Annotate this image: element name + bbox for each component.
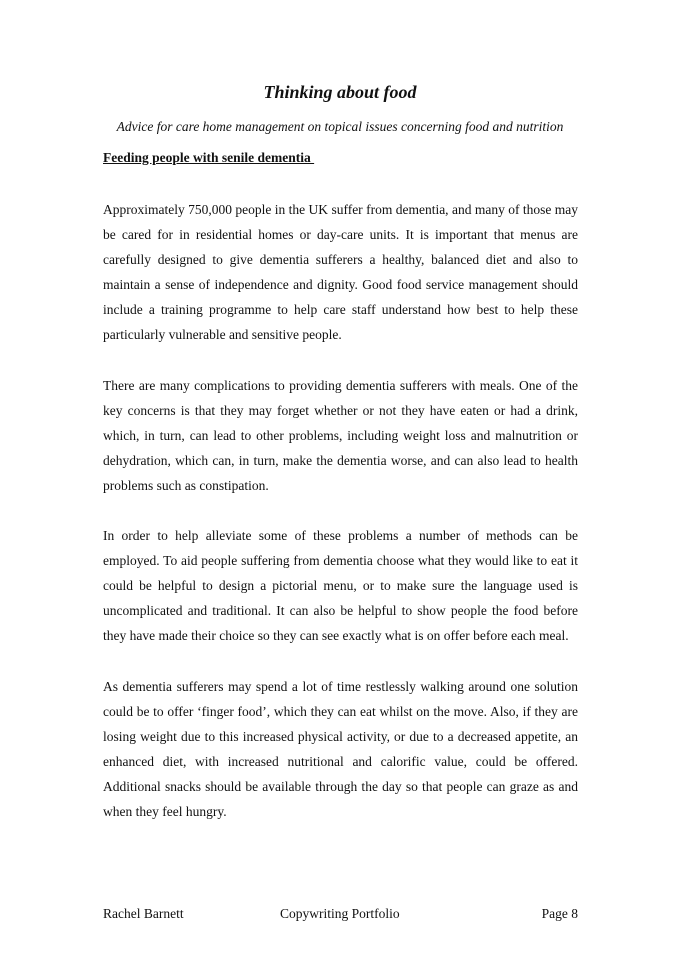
section-heading: Feeding people with senile dementia xyxy=(103,150,315,165)
page-title: Thinking about food xyxy=(263,82,417,102)
paragraph-4: As dementia sufferers may spend a lot of time restlessly walking around one solution could be to offer ‘finger food’, which they can eat whilst on the move. Also, if they are losing weight due to this increased physical activity, or due to a decreased appetite, an enhanced diet, with increased nutritional and calorific value, could be offered. Additional snacks should be available through the day so that people can graze as and when they feel hungry. xyxy=(103,678,578,819)
paragraph-3: In order to help alleviate some of these problems a number of methods can be employed. To aid people suffering from dementia choose what they would like to eat it could be helpful to design a pictorial menu, or to make sure the language used is uncomplicated and traditional. It can also be helpful to show people the food before they have made their choice so they can see exactly what is on offer before each meal. xyxy=(103,528,578,644)
page-subtitle: Advice for care home management on topical issues concerning food and nutrition xyxy=(116,119,564,134)
paragraph-1: Approximately 750,000 people in the UK suffer from dementia, and many of those may be cared for in residential homes or day-care units. It is important that menus are carefully designed to give dementia sufferers a healthy, balanced diet and also to maintain a sense of independence and dignity. Good food service management should include a training programme to help care staff understand how best to help these particularly vulnerable and sensitive people. xyxy=(103,202,578,343)
footer-page-number: Page 8 xyxy=(541,906,578,921)
page-footer xyxy=(103,905,578,923)
footer-author: Rachel Barnett xyxy=(103,906,184,921)
paragraph-2: There are many complications to providing dementia sufferers with meals. One of the key concerns is that they may forget whether or not they have eaten or had a drink, which, in turn, can lead to other problems, including weight loss and malnutrition or dehydration, which can, in turn, make the dementia worse, and can also lead to health problems such as constipation. xyxy=(103,377,578,493)
body-text xyxy=(103,197,578,849)
footer-portfolio: Copywriting Portfolio xyxy=(280,906,400,921)
